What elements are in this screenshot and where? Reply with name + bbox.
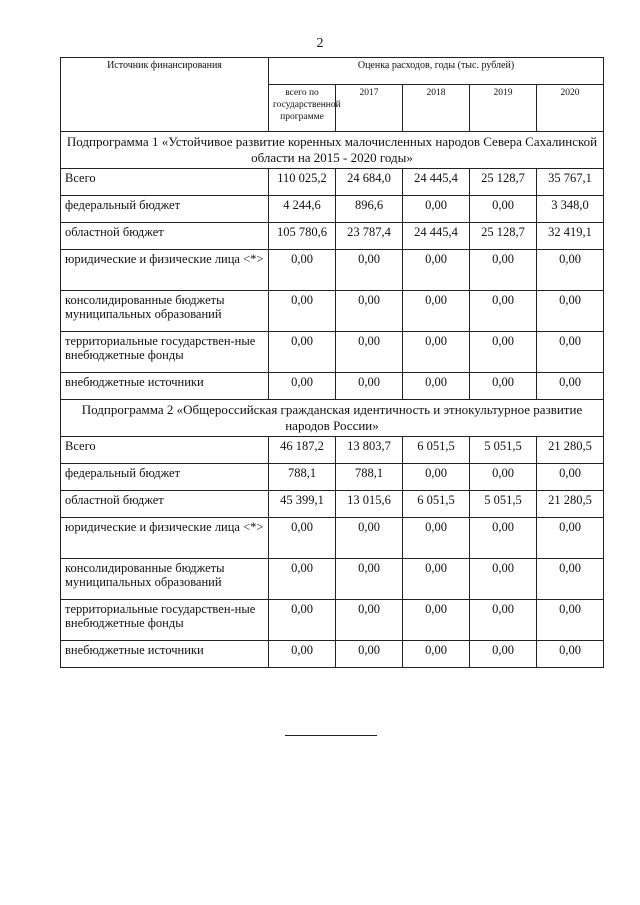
row-label: Всего bbox=[61, 437, 269, 464]
cell-year: 0,00 bbox=[403, 600, 470, 641]
cell-year: 0,00 bbox=[336, 518, 403, 559]
table-body bbox=[61, 58, 604, 668]
cell-total: 4 244,6 bbox=[269, 196, 336, 223]
cell-year: 0,00 bbox=[336, 373, 403, 400]
table-row bbox=[61, 196, 604, 223]
header-total: всего по государственной программе bbox=[269, 85, 336, 132]
cell-year: 0,00 bbox=[336, 641, 403, 668]
cell-year: 0,00 bbox=[336, 600, 403, 641]
cell-year: 24 684,0 bbox=[336, 169, 403, 196]
cell-year: 0,00 bbox=[470, 196, 537, 223]
row-label: внебюджетные источники bbox=[61, 373, 269, 400]
cell-year: 0,00 bbox=[403, 559, 470, 600]
row-label: федеральный бюджет bbox=[61, 196, 269, 223]
table-row bbox=[61, 600, 604, 641]
cell-total: 110 025,2 bbox=[269, 169, 336, 196]
table-row bbox=[61, 291, 604, 332]
cell-year: 0,00 bbox=[537, 518, 604, 559]
table-row bbox=[61, 169, 604, 196]
table-row bbox=[61, 491, 604, 518]
cell-year: 0,00 bbox=[336, 559, 403, 600]
table-row bbox=[61, 437, 604, 464]
cell-year: 0,00 bbox=[336, 332, 403, 373]
financing-table bbox=[60, 57, 604, 668]
row-label: консолидированные бюджеты муниципальных образований bbox=[61, 559, 269, 600]
cell-year: 0,00 bbox=[336, 250, 403, 291]
cell-year: 0,00 bbox=[537, 464, 604, 491]
cell-total: 0,00 bbox=[269, 518, 336, 559]
cell-total: 46 187,2 bbox=[269, 437, 336, 464]
header-row-1 bbox=[61, 58, 604, 85]
table-row bbox=[61, 559, 604, 600]
cell-total: 45 399,1 bbox=[269, 491, 336, 518]
cell-year: 21 280,5 bbox=[537, 491, 604, 518]
row-label: консолидированные бюджеты муниципальных образований bbox=[61, 291, 269, 332]
header-estimate: Оценка расходов, годы (тыс. рублей) bbox=[269, 58, 604, 85]
table-row bbox=[61, 250, 604, 291]
cell-total: 0,00 bbox=[269, 250, 336, 291]
row-label: Всего bbox=[61, 169, 269, 196]
table-row bbox=[61, 223, 604, 250]
cell-year: 0,00 bbox=[470, 600, 537, 641]
header-source: Источник финансирования bbox=[61, 58, 269, 132]
row-label: территориальные государствен-ные внебюджетные фонды bbox=[61, 332, 269, 373]
cell-total: 788,1 bbox=[269, 464, 336, 491]
cell-year: 0,00 bbox=[403, 464, 470, 491]
end-rule bbox=[285, 735, 377, 736]
cell-year: 0,00 bbox=[537, 250, 604, 291]
cell-total: 0,00 bbox=[269, 332, 336, 373]
cell-year: 24 445,4 bbox=[403, 169, 470, 196]
cell-year: 13 803,7 bbox=[336, 437, 403, 464]
cell-year: 0,00 bbox=[470, 559, 537, 600]
row-label: территориальные государствен-ные внебюджетные фонды bbox=[61, 600, 269, 641]
subprogram-title-row bbox=[61, 400, 604, 437]
cell-year: 0,00 bbox=[403, 373, 470, 400]
table-row bbox=[61, 373, 604, 400]
cell-total: 0,00 bbox=[269, 641, 336, 668]
cell-year: 0,00 bbox=[470, 464, 537, 491]
cell-year: 0,00 bbox=[537, 373, 604, 400]
cell-year: 5 051,5 bbox=[470, 437, 537, 464]
cell-total: 0,00 bbox=[269, 291, 336, 332]
row-label: областной бюджет bbox=[61, 491, 269, 518]
cell-total: 0,00 bbox=[269, 600, 336, 641]
cell-year: 896,6 bbox=[336, 196, 403, 223]
header-year-2017: 2017 bbox=[336, 85, 403, 132]
cell-year: 0,00 bbox=[537, 291, 604, 332]
cell-year: 0,00 bbox=[470, 641, 537, 668]
cell-year: 0,00 bbox=[470, 250, 537, 291]
cell-year: 5 051,5 bbox=[470, 491, 537, 518]
row-label: внебюджетные источники bbox=[61, 641, 269, 668]
subprogram-title: Подпрограмма 1 «Устойчивое развитие коренных малочисленных народов Севера Сахалинской области на 2015 - 2020 годы» bbox=[61, 132, 604, 169]
cell-year: 25 128,7 bbox=[470, 223, 537, 250]
cell-year: 13 015,6 bbox=[336, 491, 403, 518]
cell-year: 32 419,1 bbox=[537, 223, 604, 250]
cell-year: 21 280,5 bbox=[537, 437, 604, 464]
row-label: юридические и физические лица <*> bbox=[61, 518, 269, 559]
cell-year: 25 128,7 bbox=[470, 169, 537, 196]
cell-year: 788,1 bbox=[336, 464, 403, 491]
cell-year: 0,00 bbox=[470, 332, 537, 373]
cell-year: 0,00 bbox=[403, 518, 470, 559]
cell-year: 0,00 bbox=[470, 518, 537, 559]
cell-year: 0,00 bbox=[403, 291, 470, 332]
cell-year: 0,00 bbox=[537, 600, 604, 641]
cell-year: 0,00 bbox=[470, 291, 537, 332]
cell-total: 0,00 bbox=[269, 373, 336, 400]
cell-year: 6 051,5 bbox=[403, 437, 470, 464]
cell-year: 0,00 bbox=[537, 332, 604, 373]
cell-year: 24 445,4 bbox=[403, 223, 470, 250]
page-number: 2 bbox=[316, 36, 324, 51]
cell-year: 0,00 bbox=[403, 332, 470, 373]
cell-year: 23 787,4 bbox=[336, 223, 403, 250]
cell-year: 6 051,5 bbox=[403, 491, 470, 518]
header-year-2019: 2019 bbox=[470, 85, 537, 132]
cell-year: 0,00 bbox=[537, 641, 604, 668]
cell-year: 0,00 bbox=[537, 559, 604, 600]
cell-year: 35 767,1 bbox=[537, 169, 604, 196]
cell-year: 3 348,0 bbox=[537, 196, 604, 223]
table-row bbox=[61, 464, 604, 491]
subprogram-title: Подпрограмма 2 «Общероссийская гражданская идентичность и этнокультурное развитие народов России» bbox=[61, 400, 604, 437]
cell-year: 0,00 bbox=[470, 373, 537, 400]
table-row bbox=[61, 332, 604, 373]
header-year-2020: 2020 bbox=[537, 85, 604, 132]
row-label: областной бюджет bbox=[61, 223, 269, 250]
cell-total: 105 780,6 bbox=[269, 223, 336, 250]
cell-year: 0,00 bbox=[336, 291, 403, 332]
header-year-2018: 2018 bbox=[403, 85, 470, 132]
cell-year: 0,00 bbox=[403, 250, 470, 291]
table-row bbox=[61, 641, 604, 668]
table-row bbox=[61, 518, 604, 559]
row-label: федеральный бюджет bbox=[61, 464, 269, 491]
row-label: юридические и физические лица <*> bbox=[61, 250, 269, 291]
cell-year: 0,00 bbox=[403, 196, 470, 223]
cell-total: 0,00 bbox=[269, 559, 336, 600]
subprogram-title-row bbox=[61, 132, 604, 169]
cell-year: 0,00 bbox=[403, 641, 470, 668]
